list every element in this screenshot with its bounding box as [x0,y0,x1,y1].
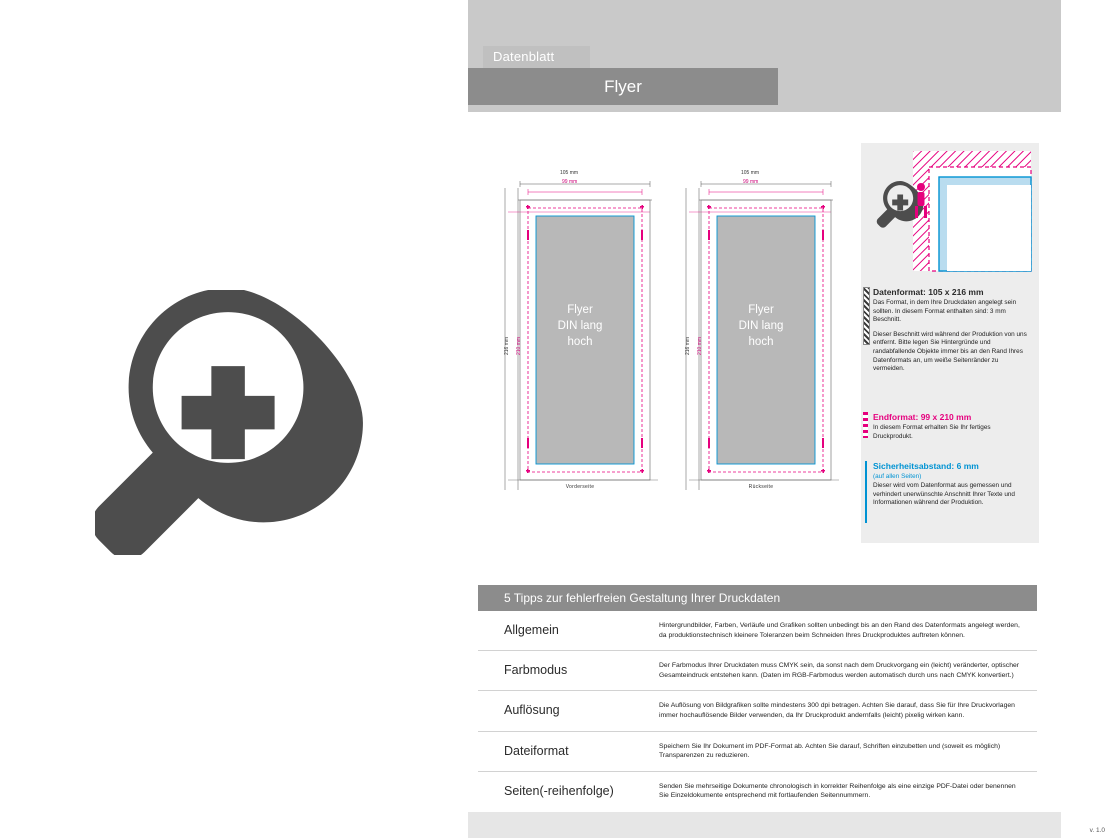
legend-subtitle-sicherheitsabstand: (auf allen Seiten) [873,473,922,480]
tips-row-label: Auflösung [504,703,560,718]
drawing-back-line2: DIN lang [738,320,784,332]
legend-title-datenformat: Datenformat: 105 x 216 mm [873,287,984,297]
tips-row-text: Speichern Sie Ihr Dokument im PDF-Format ab. Achten Sie darauf, Schriften einzubetten und (soweit es möglich) Transparenzen zu reduzieren. [659,742,1001,760]
legend-section-endformat [869,412,1031,447]
legend-bar-endformat [863,412,868,438]
legend-section-sicherheitsabstand [869,461,1031,514]
legend-bar-datenformat [863,287,870,345]
tips-row-text: Der Farbmodus Ihrer Druckdaten muss CMYK sein, da sonst nach dem Druckvorgang ein (leicht) veränderter, optischer Gesamteindruck entstehen kann. (Daten im RGB-Farbmodus werden automatisch durch uns nach CMYK konvertiert.) [659,662,1020,679]
table-row [478,772,1037,811]
footer-band [468,812,1061,838]
table-row [478,611,1037,651]
page-title-label: Flyer [604,77,642,96]
legend-text-datenformat-1: Das Format, in dem Ihre Druckdaten angelegt sein sollten. In diesem Format enthalten sind: 3 mm Beschnitt. [873,299,1017,324]
legend-card [861,279,1039,543]
drawing-front-caption: Vorderseite [565,484,595,490]
legend-preview [861,143,1039,279]
dim-front-top-outer: 105 mm [560,170,579,176]
page-title [468,68,778,105]
drawing-back-line1: Flyer [748,304,774,316]
table-row [478,691,1037,731]
tips-row-text: Hintergrundbilder, Farben, Verläufe und Grafiken sollten unbedingt bis an den Rand des Datenformats angelegt werden, da produktionstechnisch kleinere Toleranzen beim Schneiden Ihres Druckproduktes auftreten können. [659,622,1020,639]
dim-back-top-inner: 99 mm [743,179,759,185]
drawing-front-line3: hoch [567,336,593,348]
dim-back-side-inner: 210 mm [697,336,703,355]
table-row [478,732,1037,772]
drawing-back-line3: hoch [748,336,774,348]
drawing-front [500,170,660,492]
legend-text-endformat: In diesem Format erhalten Sie Ihr fertiges Druckprodukt. [873,424,991,440]
right-white-margin [1061,0,1117,838]
tips-row-text: Die Auflösung von Bildgrafiken sollte mindestens 300 dpi betragen. Achten Sie darauf, dass Sie für Ihre Druckvorlagen immer hochauflösende Bilder verwenden, da Ihr Druckprodukt andernfalls (leicht) pixelig wirken kann. [659,702,1015,719]
tips-table [478,585,1037,811]
dim-front-side-outer: 216 mm [504,336,510,355]
dim-back-top-outer: 105 mm [741,170,760,176]
tab-datenblatt [483,46,590,68]
dim-back-side-outer: 216 mm [685,336,691,355]
dim-front-top-inner: 99 mm [562,179,578,185]
version-label: v. 1.0 [1089,827,1105,834]
tips-row-label: Allgemein [504,623,559,637]
legend-title-endformat: Endformat: 99 x 210 mm [873,412,972,422]
dim-front-side-inner: 210 mm [516,336,522,355]
tips-row-text: Senden Sie mehrseitige Dokumente chronologisch in korrekter Reihenfolge als eine einzige PDF-Datei oder benennen Sie Einzeldokumente entsprechend mit fortlaufenden Seitennummern. [659,782,1016,800]
tips-row-label: Farbmodus [504,663,568,678]
magnifier-plus-icon [95,290,370,555]
drawing-front-line2: DIN lang [557,320,603,332]
legend-bar-sicherheitsabstand [865,461,867,523]
table-row [478,651,1037,691]
tips-heading: 5 Tipps zur fehlerfreien Gestaltung Ihrer Druckdaten [478,585,1037,611]
drawing-front-label [500,302,660,350]
tips-row-label: Seiten(-reihenfolge) [504,783,614,798]
tips-row-label: Dateiformat [504,743,569,758]
drawing-front-line1: Flyer [567,304,593,316]
legend-title-sicherheitsabstand: Sicherheitsabstand: 6 mm [873,461,979,471]
drawing-back [681,170,841,492]
tab-datenblatt-label: Datenblatt [493,49,555,64]
drawing-back-label [681,302,841,350]
legend-text-datenformat-2: Dieser Beschnitt wird während der Produktion von uns entfernt. Bitte legen Sie Hintergründe und randabfallende Objekte immer bis an den Rand Ihres Datenformats an, um weiße Seitenränder zu vermeiden. [873,330,1027,373]
drawing-back-caption: Rückseite [748,484,774,490]
legend-section-datenformat [869,287,1031,380]
legend-text-sicherheitsabstand: Dieser wird vom Datenformat aus gemessen und verhindert unerwünschte Anschnitt Ihrer Texte und Informationen während der Produktion. [873,482,1015,507]
